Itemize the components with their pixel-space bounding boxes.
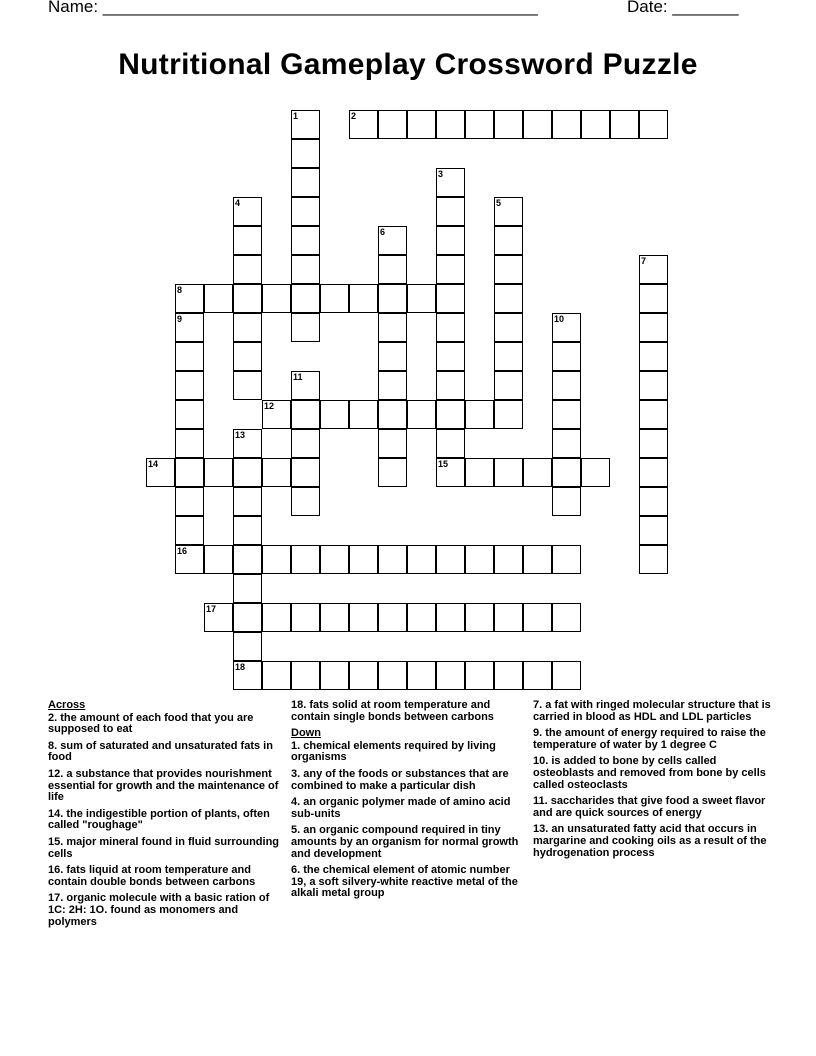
grid-cell[interactable]	[436, 429, 465, 458]
clue-num: 18.	[291, 699, 307, 711]
grid-cell[interactable]	[378, 313, 407, 342]
clue-number: 10	[554, 314, 565, 324]
grid-cell[interactable]	[639, 545, 668, 574]
grid-cell[interactable]	[262, 545, 291, 574]
clue-column-2	[291, 700, 523, 905]
grid-cell[interactable]	[552, 400, 581, 429]
down-clue	[291, 741, 523, 764]
grid-cell[interactable]	[378, 342, 407, 371]
clue-num: 7.	[533, 699, 543, 711]
grid-cell[interactable]	[552, 458, 581, 487]
page-title: Nutritional Gameplay Crossword Puzzle	[118, 48, 698, 81]
grid-cell[interactable]	[436, 661, 465, 690]
down-clue	[533, 756, 771, 791]
clue-num: 2.	[48, 711, 58, 724]
name-field-label: Name: ______________________________________________	[48, 0, 538, 16]
grid-cell[interactable]	[262, 400, 291, 429]
clue-number: 3	[438, 169, 444, 179]
down-heading: Down	[291, 727, 321, 740]
clue-num: 3.	[291, 767, 301, 780]
grid-cell[interactable]	[378, 429, 407, 458]
grid-cell[interactable]	[639, 284, 668, 313]
grid-cell[interactable]	[494, 661, 523, 690]
grid-cell[interactable]	[407, 661, 436, 690]
grid-cell[interactable]	[175, 429, 204, 458]
grid-cell[interactable]	[291, 284, 320, 313]
grid-cell[interactable]	[291, 487, 320, 516]
across-clue	[48, 893, 280, 928]
grid-cell[interactable]	[175, 516, 204, 545]
grid-cell[interactable]	[175, 545, 204, 574]
grid-cell[interactable]	[233, 632, 262, 661]
clue-text: the amount of each food that you are supposed to eat	[48, 711, 254, 736]
grid-cell[interactable]	[378, 545, 407, 574]
grid-cell[interactable]	[494, 545, 523, 574]
grid-cell[interactable]	[465, 661, 494, 690]
grid-cell[interactable]	[291, 313, 320, 342]
grid-cell[interactable]	[378, 255, 407, 284]
grid-cell[interactable]	[175, 342, 204, 371]
grid-cell[interactable]	[204, 603, 233, 632]
clue-text: an unsaturated fatty acid that occurs in margarine and cooking oils as a result of the hydrogenation process	[533, 823, 767, 859]
grid-cell[interactable]	[494, 400, 523, 429]
clue-text: a fat with ringed molecular structure that is carried in blood as HDL and LDL particles	[533, 699, 771, 723]
grid-cell[interactable]	[291, 226, 320, 255]
grid-cell[interactable]	[436, 255, 465, 284]
grid-cell[interactable]	[639, 458, 668, 487]
grid-cell[interactable]	[494, 342, 523, 371]
grid-cell[interactable]	[494, 603, 523, 632]
grid-cell[interactable]	[407, 603, 436, 632]
grid-cell[interactable]	[523, 458, 552, 487]
clue-text: a substance that provides nourishment essential for growth and the maintenance of life	[48, 767, 279, 804]
grid-cell[interactable]	[291, 139, 320, 168]
grid-cell[interactable]	[320, 661, 349, 690]
down-clue	[291, 825, 523, 860]
grid-cell[interactable]	[291, 371, 320, 400]
grid-cell[interactable]	[262, 458, 291, 487]
grid-cell[interactable]	[378, 603, 407, 632]
across-clue	[48, 741, 280, 764]
grid-cell[interactable]	[233, 342, 262, 371]
grid-cell[interactable]	[465, 400, 494, 429]
clue-num: 12.	[48, 767, 64, 780]
grid-cell[interactable]	[349, 545, 378, 574]
grid-cell[interactable]	[175, 313, 204, 342]
grid-cell[interactable]	[378, 371, 407, 400]
grid-cell[interactable]	[262, 661, 291, 690]
grid-cell[interactable]	[552, 603, 581, 632]
grid-cell[interactable]	[233, 545, 262, 574]
clue-num: 17.	[48, 892, 64, 905]
grid-cell[interactable]	[320, 545, 349, 574]
grid-cell[interactable]	[175, 284, 204, 313]
grid-cell[interactable]	[291, 661, 320, 690]
across-clue	[48, 865, 280, 888]
grid-cell[interactable]	[494, 371, 523, 400]
clue-num: 9.	[533, 727, 543, 740]
grid-cell[interactable]	[494, 255, 523, 284]
clue-number: 13	[235, 430, 246, 440]
clue-num: 11.	[533, 795, 548, 808]
grid-cell[interactable]	[291, 168, 320, 197]
grid-cell[interactable]	[639, 313, 668, 342]
grid-cell[interactable]	[639, 110, 668, 139]
clue-num: 10.	[533, 755, 549, 768]
down-clue	[533, 796, 771, 819]
clue-num: 4.	[291, 796, 301, 809]
grid-cell[interactable]	[436, 197, 465, 226]
grid-cell[interactable]	[378, 400, 407, 429]
grid-cell[interactable]	[233, 661, 262, 690]
clue-number: 1	[293, 111, 299, 121]
grid-cell[interactable]	[378, 458, 407, 487]
grid-cell[interactable]	[204, 458, 233, 487]
grid-cell[interactable]	[552, 487, 581, 516]
grid-cell[interactable]	[465, 603, 494, 632]
grid-cell[interactable]	[581, 458, 610, 487]
clue-text: fats liquid at room temperature and contain double bonds between carbons	[48, 864, 256, 888]
grid-cell[interactable]	[233, 458, 262, 487]
grid-cell[interactable]	[175, 458, 204, 487]
clue-text: sum of saturated and unsaturated fats in food	[48, 739, 273, 764]
grid-cell[interactable]	[552, 342, 581, 371]
grid-cell[interactable]	[465, 110, 494, 139]
grid-cell[interactable]	[233, 487, 262, 516]
grid-cell[interactable]	[233, 226, 262, 255]
clue-num: 15.	[48, 835, 64, 848]
clue-number: 2	[351, 111, 357, 121]
clue-num: 14.	[48, 807, 64, 820]
clue-num: 1.	[291, 739, 301, 752]
grid-cell[interactable]	[291, 545, 320, 574]
grid-cell[interactable]	[465, 545, 494, 574]
clue-number: 17	[206, 604, 217, 614]
grid-cell[interactable]	[407, 110, 436, 139]
grid-cell[interactable]	[175, 487, 204, 516]
grid-cell[interactable]	[349, 400, 378, 429]
grid-cell[interactable]	[436, 284, 465, 313]
grid-cell[interactable]	[494, 110, 523, 139]
grid-cell[interactable]	[639, 429, 668, 458]
grid-cell[interactable]	[407, 400, 436, 429]
down-clue	[291, 865, 523, 900]
clue-text: fats solid at room temperature and contain single bonds between carbons	[291, 699, 494, 723]
clue-num: 8.	[48, 739, 58, 752]
grid-cell[interactable]	[233, 603, 262, 632]
clue-number: 15	[438, 459, 449, 469]
grid-cell[interactable]	[523, 661, 552, 690]
grid-cell[interactable]	[291, 255, 320, 284]
grid-cell[interactable]	[552, 661, 581, 690]
grid-cell[interactable]	[523, 545, 552, 574]
grid-cell[interactable]	[291, 197, 320, 226]
grid-cell[interactable]	[378, 284, 407, 313]
grid-cell[interactable]	[436, 603, 465, 632]
grid-cell[interactable]	[233, 371, 262, 400]
clue-text: the chemical element of atomic number 19, a soft silvery-white reactive metal of the alkali metal group	[291, 864, 518, 900]
grid-cell[interactable]	[291, 400, 320, 429]
grid-cell[interactable]	[320, 284, 349, 313]
grid-cell[interactable]	[436, 545, 465, 574]
clue-number: 18	[235, 662, 246, 672]
grid-cell[interactable]	[552, 110, 581, 139]
clue-text: saccharides that give food a sweet flavor and are quick sources of energy	[533, 795, 766, 819]
clue-text: major mineral found in fluid surrounding cells	[48, 835, 280, 860]
clue-text: any of the foods or substances that are combined to make a particular dish	[291, 767, 509, 792]
grid-cell[interactable]	[494, 197, 523, 226]
clue-column-3	[533, 700, 771, 864]
grid-cell[interactable]	[639, 487, 668, 516]
clue-text: the amount of energy required to raise the temperature of water by 1 degree C	[533, 727, 766, 751]
grid-cell[interactable]	[494, 313, 523, 342]
grid-cell[interactable]	[494, 458, 523, 487]
grid-cell[interactable]	[610, 110, 639, 139]
grid-cell[interactable]	[436, 400, 465, 429]
clue-number: 14	[148, 459, 159, 469]
across-clue	[48, 809, 280, 832]
grid-cell[interactable]	[349, 661, 378, 690]
grid-cell[interactable]	[407, 545, 436, 574]
grid-cell[interactable]	[436, 110, 465, 139]
grid-cell[interactable]	[291, 110, 320, 139]
grid-cell[interactable]	[436, 371, 465, 400]
grid-cell[interactable]	[436, 313, 465, 342]
clue-number: 7	[641, 256, 647, 266]
grid-cell[interactable]	[639, 371, 668, 400]
grid-cell[interactable]	[349, 110, 378, 139]
grid-cell[interactable]	[204, 284, 233, 313]
grid-cell[interactable]	[494, 226, 523, 255]
clue-num: 6.	[291, 864, 301, 877]
grid-cell[interactable]	[494, 284, 523, 313]
across-clue	[48, 713, 280, 736]
grid-cell[interactable]	[552, 313, 581, 342]
grid-cell[interactable]	[233, 429, 262, 458]
clue-number: 9	[177, 314, 183, 324]
down-clue	[533, 824, 771, 859]
grid-cell[interactable]	[639, 255, 668, 284]
grid-cell[interactable]	[465, 458, 494, 487]
grid-cell[interactable]	[378, 110, 407, 139]
grid-cell[interactable]	[552, 545, 581, 574]
across-clue	[48, 837, 280, 860]
across-clue	[291, 700, 523, 723]
grid-cell[interactable]	[233, 516, 262, 545]
clue-text: an organic compound required in tiny amounts by an organism for normal growth and development	[291, 824, 519, 860]
clue-number: 8	[177, 285, 183, 295]
grid-cell[interactable]	[262, 603, 291, 632]
grid-cell[interactable]	[523, 603, 552, 632]
grid-cell[interactable]	[233, 284, 262, 313]
clue-number: 4	[235, 198, 241, 208]
clue-number: 11	[293, 372, 303, 382]
down-clue	[533, 728, 771, 751]
down-clue	[533, 700, 771, 723]
grid-cell[interactable]	[233, 313, 262, 342]
clue-number: 5	[496, 198, 502, 208]
clue-num: 5.	[291, 824, 301, 837]
grid-cell[interactable]	[523, 110, 552, 139]
grid-cell[interactable]	[175, 400, 204, 429]
down-clue	[291, 769, 523, 792]
down-clue	[291, 797, 523, 820]
clue-text: organic molecule with a basic ration of 1C: 2H: 1O. found as monomers and polymers	[48, 892, 270, 928]
grid-cell[interactable]	[320, 603, 349, 632]
grid-cell[interactable]	[233, 574, 262, 603]
grid-cell[interactable]	[291, 603, 320, 632]
clue-text: is added to bone by cells called osteoblasts and removed from bone by cells called osteoclasts	[533, 755, 766, 791]
grid-cell[interactable]	[320, 400, 349, 429]
grid-cell[interactable]	[581, 110, 610, 139]
grid-cell[interactable]	[436, 458, 465, 487]
grid-cell[interactable]	[291, 458, 320, 487]
clue-column-1	[48, 700, 280, 933]
grid-cell[interactable]	[639, 400, 668, 429]
clue-num: 13.	[533, 823, 549, 836]
grid-cell[interactable]	[639, 342, 668, 371]
clue-num: 16.	[48, 864, 64, 877]
grid-cell[interactable]	[233, 197, 262, 226]
grid-cell[interactable]	[436, 226, 465, 255]
clue-text: the indigestible portion of plants, often called "roughage"	[48, 807, 270, 832]
grid-cell[interactable]	[291, 429, 320, 458]
grid-cell[interactable]	[378, 226, 407, 255]
clue-number: 12	[264, 401, 275, 411]
across-clue	[48, 769, 280, 804]
grid-cell[interactable]	[175, 371, 204, 400]
grid-cell[interactable]	[407, 284, 436, 313]
grid-cell[interactable]	[639, 516, 668, 545]
grid-cell[interactable]	[552, 429, 581, 458]
grid-cell[interactable]	[349, 284, 378, 313]
grid-cell[interactable]	[378, 661, 407, 690]
clue-text: an organic polymer made of amino acid sub-units	[291, 796, 511, 820]
across-heading: Across	[48, 699, 86, 711]
grid-cell[interactable]	[349, 603, 378, 632]
grid-cell[interactable]	[436, 168, 465, 197]
grid-cell[interactable]	[436, 342, 465, 371]
clue-number: 16	[177, 546, 188, 556]
grid-cell[interactable]	[552, 371, 581, 400]
grid-cell[interactable]	[204, 545, 233, 574]
clue-text: chemical elements required by living organisms	[291, 739, 496, 764]
date-field-label: Date: _______	[627, 0, 739, 16]
grid-cell[interactable]	[146, 458, 175, 487]
clue-number: 6	[380, 227, 386, 237]
grid-cell[interactable]	[262, 284, 291, 313]
grid-cell[interactable]	[233, 255, 262, 284]
